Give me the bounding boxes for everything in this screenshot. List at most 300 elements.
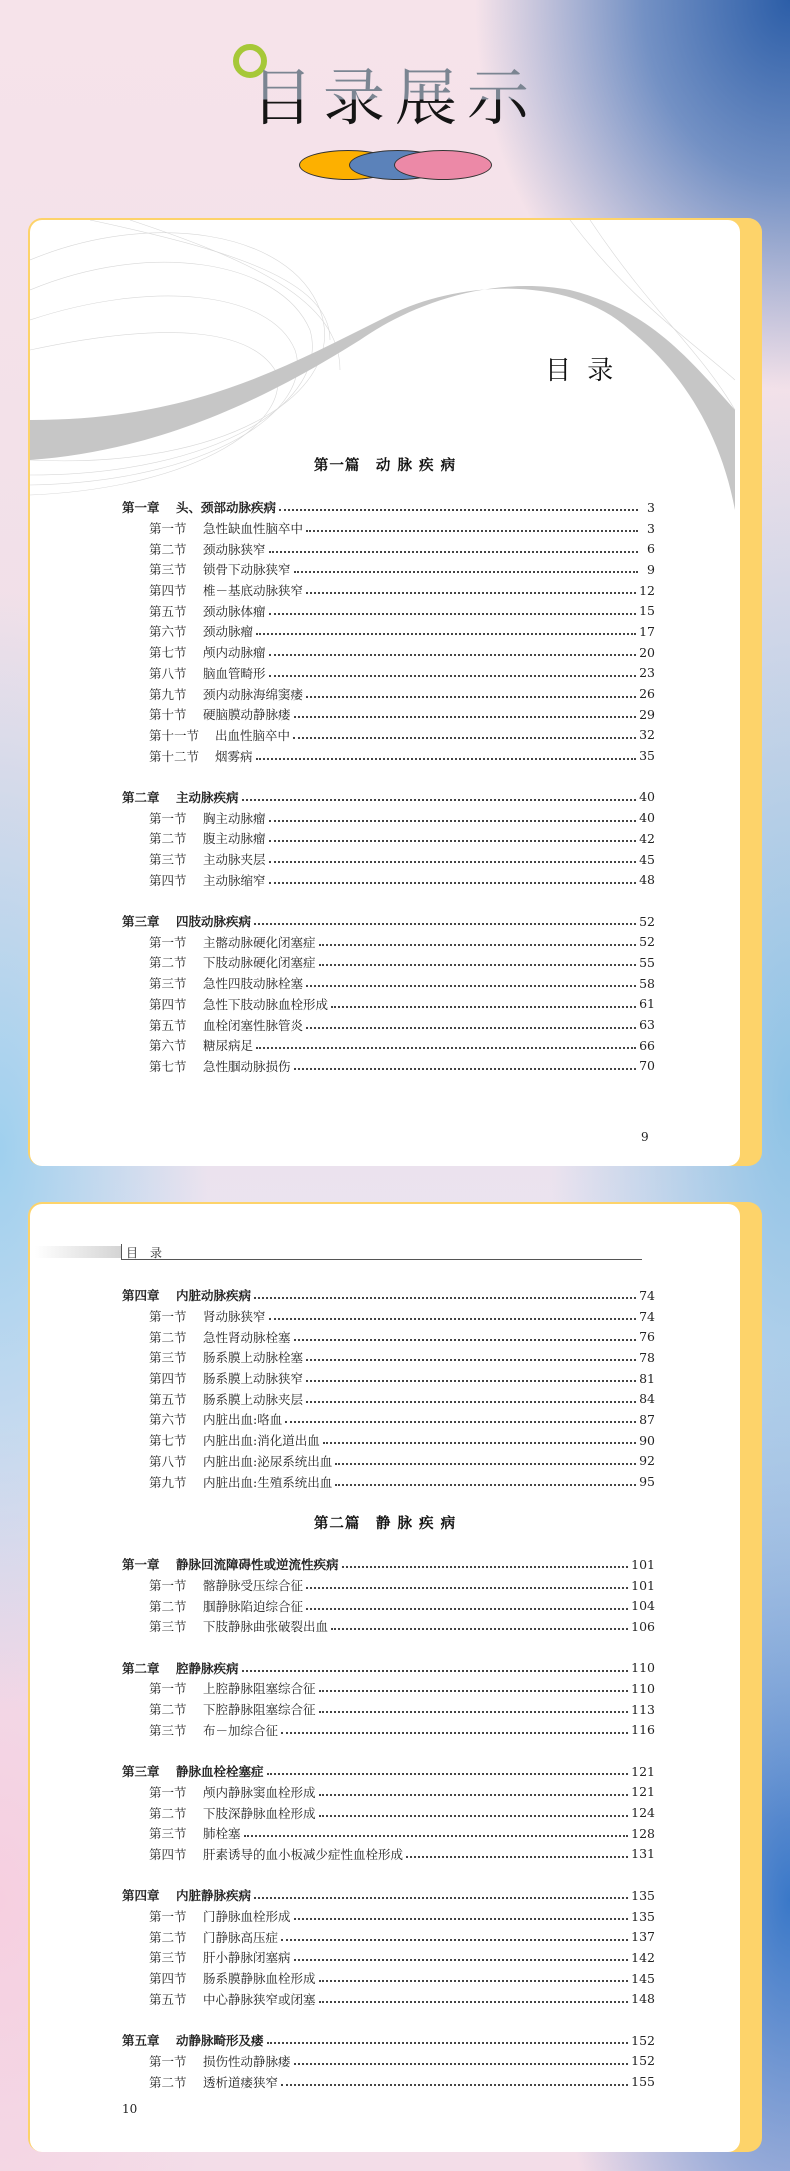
section-title: 肝素诱导的血小板减少症性血栓形成 <box>203 1846 404 1862</box>
section-number: 第四节 <box>149 583 187 599</box>
toc-section-row[interactable] <box>122 952 655 973</box>
dot-leader <box>319 944 637 946</box>
section-title: 肠系膜上动脉栓塞 <box>203 1350 304 1366</box>
section-number: 第九节 <box>149 1474 187 1490</box>
page-number: 10 <box>122 2102 138 2116</box>
toc-list <box>122 497 655 1076</box>
page-ref: 6 <box>647 541 655 557</box>
dot-leader <box>269 654 637 656</box>
section-title: 急性肾动脉栓塞 <box>203 1329 291 1345</box>
page-ref: 40 <box>639 789 655 805</box>
page-ref: 110 <box>631 1660 655 1676</box>
section-number: 第二节 <box>149 955 187 971</box>
section-number: 第七节 <box>149 645 187 661</box>
toc-chapter-row[interactable] <box>122 1885 655 1906</box>
dot-leader <box>256 1047 636 1049</box>
ellipse-decoration <box>299 150 494 180</box>
toc-section-row[interactable] <box>122 642 655 663</box>
toc-section-row[interactable] <box>122 1035 655 1056</box>
section-title: 肠系膜上动脉狭窄 <box>203 1371 304 1387</box>
dot-leader <box>331 1006 636 1008</box>
section-title: 颅内动脉瘤 <box>203 645 266 661</box>
section-number: 第二节 <box>149 1329 187 1345</box>
dot-leader <box>294 1339 637 1341</box>
page-ref: 35 <box>639 748 655 764</box>
toc-section-row[interactable] <box>122 1844 655 1865</box>
page-ref: 145 <box>631 1970 655 1986</box>
section-number: 第六节 <box>149 624 187 640</box>
toc-section-row[interactable] <box>122 621 655 642</box>
page-ref: 20 <box>639 644 655 660</box>
chapter-title: 腔静脉疾病 <box>176 1660 239 1676</box>
section-title: 内脏出血:泌尿系统出血 <box>203 1453 333 1469</box>
header-rule <box>121 1244 642 1260</box>
page-ref: 12 <box>639 582 655 598</box>
header-shade <box>35 1246 121 1258</box>
toc-chapter-row[interactable] <box>122 1285 655 1306</box>
dot-leader <box>269 840 637 842</box>
page-ref: 78 <box>639 1349 655 1365</box>
toc-chapter-row[interactable] <box>122 1554 655 1575</box>
page-ref: 15 <box>639 603 655 619</box>
page-2-paper <box>30 1204 740 2152</box>
section-title: 急性下肢动脉血栓形成 <box>203 996 329 1012</box>
chapter-number: 第四章 <box>122 1288 160 1304</box>
page-ref: 52 <box>639 934 655 950</box>
dot-leader <box>306 1359 636 1361</box>
page-ref: 142 <box>631 1949 655 1965</box>
section-title: 内脏出血:生殖系统出血 <box>203 1474 333 1490</box>
toc-section-row[interactable] <box>122 1678 655 1699</box>
section-number: 第一节 <box>149 2053 187 2069</box>
section-title: 出血性脑卒中 <box>215 727 291 743</box>
dot-leader <box>306 696 636 698</box>
page-ref: 9 <box>647 561 655 577</box>
page-ref: 61 <box>639 996 655 1012</box>
page-ref: 116 <box>631 1722 655 1738</box>
dot-leader <box>319 1690 629 1692</box>
section-number: 第四节 <box>149 1846 187 1862</box>
toc-chapter-row[interactable] <box>122 1761 655 1782</box>
toc-section-row[interactable] <box>122 1616 655 1637</box>
section-title: 肺栓塞 <box>203 1826 241 1842</box>
running-header: 目 录 <box>126 1246 163 1260</box>
section-number: 第二节 <box>149 1805 187 1821</box>
chapter-number: 第三章 <box>122 1764 160 1780</box>
page-ref: 152 <box>631 2053 655 2069</box>
page-ref: 52 <box>639 913 655 929</box>
section-number: 第四节 <box>149 872 187 888</box>
dot-leader <box>242 799 637 801</box>
toc-section-row[interactable] <box>122 931 655 952</box>
chapter-number: 第五章 <box>122 2033 160 2049</box>
page-ref: 3 <box>647 520 655 536</box>
toc-page-2 <box>28 1202 762 2152</box>
page-ref: 106 <box>631 1618 655 1634</box>
toc-section-row[interactable] <box>122 1430 655 1451</box>
dot-leader <box>269 613 637 615</box>
dot-leader <box>335 1463 636 1465</box>
section-number: 第二节 <box>149 831 187 847</box>
dot-leader <box>269 861 637 863</box>
section-number: 第七节 <box>149 1433 187 1449</box>
toc-chapter-row[interactable] <box>122 1657 655 1678</box>
section-number: 第八节 <box>149 665 187 681</box>
toc-chapter-row[interactable] <box>122 911 655 932</box>
page-ref: 148 <box>631 1991 655 2007</box>
dot-leader <box>406 1856 628 1858</box>
section-number: 第四节 <box>149 1971 187 1987</box>
dot-leader <box>294 2063 629 2065</box>
section-number: 第三节 <box>149 1722 187 1738</box>
toc-section-row[interactable] <box>122 1306 655 1327</box>
chapter-number: 第一章 <box>122 500 160 516</box>
dot-leader <box>306 985 636 987</box>
page-number: 9 <box>641 1130 649 1144</box>
section-title: 急性缺血性脑卒中 <box>203 521 304 537</box>
section-number: 第三节 <box>149 1619 187 1635</box>
section-title: 急性四肢动脉栓塞 <box>203 976 304 992</box>
chapter-title: 内脏静脉疾病 <box>176 1888 252 1904</box>
page-ref: 40 <box>639 810 655 826</box>
chapter-title: 四肢动脉疾病 <box>176 914 252 930</box>
section-number: 第十节 <box>149 707 187 723</box>
section-title: 颈动脉体瘤 <box>203 603 266 619</box>
section-title: 肠系膜静脉血栓形成 <box>203 1971 316 1987</box>
section-number: 第一节 <box>149 934 187 950</box>
toc-section-row[interactable] <box>122 745 655 766</box>
hero-title: 目录展示 <box>0 48 790 137</box>
chapter-title: 头、颈部动脉疾病 <box>176 500 277 516</box>
page-ref: 101 <box>631 1556 655 1572</box>
page-ref: 87 <box>639 1411 655 1427</box>
page-ref: 128 <box>631 1825 655 1841</box>
chapter-number: 第二章 <box>122 1660 160 1676</box>
section-number: 第一节 <box>149 521 187 537</box>
section-title: 内脏出血:消化道出血 <box>203 1433 320 1449</box>
toc-section-row[interactable] <box>122 683 655 704</box>
page-ref: 74 <box>639 1287 655 1303</box>
section-number: 第二节 <box>149 541 187 557</box>
page-ref: 48 <box>639 872 655 888</box>
dot-leader <box>281 2084 628 2086</box>
page-ref: 110 <box>631 1680 655 1696</box>
page-ref: 104 <box>631 1598 655 1614</box>
section-number: 第四节 <box>149 996 187 1012</box>
section-title: 颈内动脉海绵窦瘘 <box>203 686 304 702</box>
toc-section-row[interactable] <box>122 725 655 746</box>
section-title: 髂静脉受压综合征 <box>203 1578 304 1594</box>
toc-section-row[interactable] <box>122 1056 655 1077</box>
chapter-title: 静脉血栓栓塞症 <box>176 1764 264 1780</box>
section-title: 主髂动脉硬化闭塞症 <box>203 934 316 950</box>
section-number: 第三节 <box>149 1826 187 1842</box>
dot-leader <box>335 1484 636 1486</box>
page-ref: 29 <box>639 706 655 722</box>
dot-leader <box>256 633 636 635</box>
section-number: 第二节 <box>149 1598 187 1614</box>
section-number: 第一节 <box>149 1681 187 1697</box>
toc-chapter-row[interactable] <box>122 787 655 808</box>
dot-leader <box>254 923 636 925</box>
dot-leader <box>244 1835 629 1837</box>
dot-leader <box>306 530 638 532</box>
toc-heading: 目 录 <box>545 356 618 386</box>
section-number: 第八节 <box>149 1453 187 1469</box>
toc-section-row[interactable] <box>122 807 655 828</box>
toc-section-row[interactable] <box>122 1347 655 1368</box>
section-title: 布－加综合征 <box>203 1722 279 1738</box>
dot-leader <box>269 882 637 884</box>
toc-section-row[interactable] <box>122 1802 655 1823</box>
dot-leader <box>319 1794 629 1796</box>
section-title: 中心静脉狭窄或闭塞 <box>203 1991 316 2007</box>
dot-leader <box>319 2001 629 2003</box>
toc-section-row[interactable] <box>122 1720 655 1741</box>
dot-leader <box>267 1773 629 1775</box>
page-ref: 92 <box>639 1453 655 1469</box>
dot-leader <box>267 2042 629 2044</box>
page-1-paper <box>30 220 740 1166</box>
page-ref: 74 <box>639 1308 655 1324</box>
page-ref: 84 <box>639 1391 655 1407</box>
dot-leader <box>342 1566 629 1568</box>
dot-leader <box>306 1027 636 1029</box>
toc-chapter-row[interactable] <box>122 2030 655 2051</box>
section-number: 第二节 <box>149 1929 187 1945</box>
section-title: 硬脑膜动静脉瘘 <box>203 707 291 723</box>
page-ref: 58 <box>639 975 655 991</box>
toc-section-row[interactable] <box>122 1988 655 2009</box>
dot-leader <box>285 1421 636 1423</box>
dot-leader <box>294 571 638 573</box>
section-number: 第三节 <box>149 562 187 578</box>
dot-leader <box>254 1897 628 1899</box>
dot-leader <box>281 1939 628 1941</box>
part-title: 第二篇 静 脉 疾 病 <box>313 1516 457 1532</box>
toc-section-row[interactable] <box>122 1014 655 1035</box>
dot-leader <box>306 1587 628 1589</box>
dot-leader <box>294 716 637 718</box>
section-number: 第十二节 <box>149 748 200 764</box>
section-number: 第五节 <box>149 1017 187 1033</box>
toc-section-row[interactable] <box>122 1699 655 1720</box>
page-ref: 42 <box>639 830 655 846</box>
section-number: 第五节 <box>149 603 187 619</box>
toc-section-row[interactable] <box>122 1388 655 1409</box>
section-title: 肾动脉狭窄 <box>203 1309 266 1325</box>
section-number: 第一节 <box>149 1784 187 1800</box>
section-number: 第十一节 <box>149 727 200 743</box>
section-number: 第二节 <box>149 1702 187 1718</box>
dot-leader <box>269 1318 637 1320</box>
section-title: 颅内静脉窦血栓形成 <box>203 1784 316 1800</box>
toc-section-row[interactable] <box>122 580 655 601</box>
page-ref: 70 <box>639 1058 655 1074</box>
dot-leader <box>294 1959 629 1961</box>
section-title: 内脏出血:咯血 <box>203 1412 283 1428</box>
toc-section-row[interactable] <box>122 600 655 621</box>
toc-list <box>122 1554 655 2092</box>
section-title: 主动脉夹层 <box>203 852 266 868</box>
toc-section-row[interactable] <box>122 849 655 870</box>
section-number: 第一节 <box>149 1909 187 1925</box>
toc-section-row[interactable] <box>122 1471 655 1492</box>
section-number: 第六节 <box>149 1412 187 1428</box>
dot-leader <box>242 1670 629 1672</box>
page-ref: 135 <box>631 1887 655 1903</box>
dot-leader <box>254 1297 636 1299</box>
chapter-title: 主动脉疾病 <box>176 789 239 805</box>
section-title: 颈动脉瘤 <box>203 624 254 640</box>
dot-leader <box>281 1732 628 1734</box>
section-title: 胸主动脉瘤 <box>203 810 266 826</box>
section-title: 上腔静脉阻塞综合征 <box>203 1681 316 1697</box>
dot-leader <box>306 1401 636 1403</box>
toc-section-row[interactable] <box>122 828 655 849</box>
dot-leader <box>269 675 637 677</box>
dot-leader <box>319 964 637 966</box>
chapter-number: 第四章 <box>122 1888 160 1904</box>
dot-leader <box>256 758 637 760</box>
page-ref: 32 <box>639 727 655 743</box>
section-title: 锁骨下动脉狭窄 <box>203 562 291 578</box>
page-ref: 135 <box>631 1908 655 1924</box>
toc-list <box>122 1285 655 1492</box>
toc-section-row[interactable] <box>122 1326 655 1347</box>
chapter-number: 第二章 <box>122 789 160 805</box>
section-number: 第三节 <box>149 852 187 868</box>
page-ref: 26 <box>639 686 655 702</box>
page-ref: 90 <box>639 1432 655 1448</box>
section-title: 损伤性动静脉瘘 <box>203 2053 291 2069</box>
toc-section-row[interactable] <box>122 1926 655 1947</box>
chapter-title: 动静脉畸形及瘘 <box>176 2033 264 2049</box>
section-number: 第七节 <box>149 1058 187 1074</box>
section-title: 腘静脉陷迫综合征 <box>203 1598 304 1614</box>
toc-section-row[interactable] <box>122 1823 655 1844</box>
page-ref: 121 <box>631 1763 655 1779</box>
toc-section-row[interactable] <box>122 1451 655 1472</box>
dot-leader <box>331 1628 628 1630</box>
chapter-title: 静脉回流障碍性或逆流性疾病 <box>176 1557 339 1573</box>
toc-section-row[interactable] <box>122 1968 655 1989</box>
toc-section-row[interactable] <box>122 973 655 994</box>
section-title: 下肢深静脉血栓形成 <box>203 1805 316 1821</box>
section-title: 门静脉高压症 <box>203 1929 279 1945</box>
dot-leader <box>269 551 638 553</box>
chapter-number: 第三章 <box>122 914 160 930</box>
page-ref: 63 <box>639 1017 655 1033</box>
toc-section-row[interactable] <box>122 704 655 725</box>
pink-ellipse <box>394 150 492 180</box>
section-title: 糖尿病足 <box>203 1038 254 1054</box>
toc-section-row[interactable] <box>122 559 655 580</box>
section-title: 烟雾病 <box>215 748 253 764</box>
page-ref: 155 <box>631 2074 655 2090</box>
page-ref: 76 <box>639 1329 655 1345</box>
toc-section-row[interactable] <box>122 1906 655 1927</box>
toc-section-row[interactable] <box>122 1409 655 1430</box>
toc-section-row[interactable] <box>122 663 655 684</box>
toc-section-row[interactable] <box>122 869 655 890</box>
section-number: 第一节 <box>149 1309 187 1325</box>
toc-section-row[interactable] <box>122 1947 655 1968</box>
dot-leader <box>293 737 636 739</box>
section-title: 血栓闭塞性脉管炎 <box>203 1017 304 1033</box>
section-number: 第三节 <box>149 976 187 992</box>
section-title: 腹主动脉瘤 <box>203 831 266 847</box>
section-number: 第五节 <box>149 1391 187 1407</box>
chapter-number: 第一章 <box>122 1557 160 1573</box>
dot-leader <box>319 1980 629 1982</box>
page-ref: 17 <box>639 623 655 639</box>
toc-chapter-row[interactable] <box>122 497 655 518</box>
toc-section-row[interactable] <box>122 1575 655 1596</box>
page-ref: 124 <box>631 1805 655 1821</box>
page-ref: 121 <box>631 1784 655 1800</box>
chapter-title: 内脏动脉疾病 <box>176 1288 252 1304</box>
page-ref: 3 <box>647 499 655 515</box>
toc-section-row[interactable] <box>122 538 655 559</box>
page-ref: 101 <box>631 1577 655 1593</box>
page-ref: 81 <box>639 1370 655 1386</box>
page-ref: 45 <box>639 851 655 867</box>
part-title: 第一篇 动 脉 疾 病 <box>313 458 457 474</box>
toc-section-row[interactable] <box>122 518 655 539</box>
toc-section-row[interactable] <box>122 2071 655 2092</box>
page-ref: 95 <box>639 1474 655 1490</box>
section-title: 下腔静脉阻塞综合征 <box>203 1702 316 1718</box>
section-title: 椎－基底动脉狭窄 <box>203 583 304 599</box>
page-ref: 131 <box>631 1846 655 1862</box>
dot-leader <box>319 1815 629 1817</box>
section-title: 下肢动脉硬化闭塞症 <box>203 955 316 971</box>
section-number: 第六节 <box>149 1038 187 1054</box>
section-title: 颈动脉狭窄 <box>203 541 266 557</box>
page-ref: 55 <box>639 954 655 970</box>
section-title: 门静脉血栓形成 <box>203 1909 291 1925</box>
section-number: 第四节 <box>149 1371 187 1387</box>
page-ref: 23 <box>639 665 655 681</box>
section-number: 第五节 <box>149 1991 187 2007</box>
dot-leader <box>294 1918 629 1920</box>
section-title: 主动脉缩窄 <box>203 872 266 888</box>
page-ref: 137 <box>631 1929 655 1945</box>
dot-leader <box>279 509 638 511</box>
toc-section-row[interactable] <box>122 994 655 1015</box>
toc-page-1 <box>28 218 762 1166</box>
dot-leader <box>306 592 636 594</box>
section-number: 第三节 <box>149 1350 187 1366</box>
page-ref: 113 <box>631 1701 655 1717</box>
toc-section-row[interactable] <box>122 1595 655 1616</box>
section-title: 肠系膜上动脉夹层 <box>203 1391 304 1407</box>
section-title: 下肢静脉曲张破裂出血 <box>203 1619 329 1635</box>
section-number: 第九节 <box>149 686 187 702</box>
toc-section-row[interactable] <box>122 2051 655 2072</box>
toc-section-row[interactable] <box>122 1368 655 1389</box>
section-title: 脑血管畸形 <box>203 665 266 681</box>
dot-leader <box>319 1711 629 1713</box>
page-ref: 152 <box>631 2032 655 2048</box>
section-title: 急性腘动脉损伤 <box>203 1058 291 1074</box>
section-number: 第三节 <box>149 1950 187 1966</box>
toc-section-row[interactable] <box>122 1782 655 1803</box>
page-ref: 66 <box>639 1037 655 1053</box>
section-number: 第一节 <box>149 1578 187 1594</box>
section-title: 肝小静脉闭塞病 <box>203 1950 291 1966</box>
